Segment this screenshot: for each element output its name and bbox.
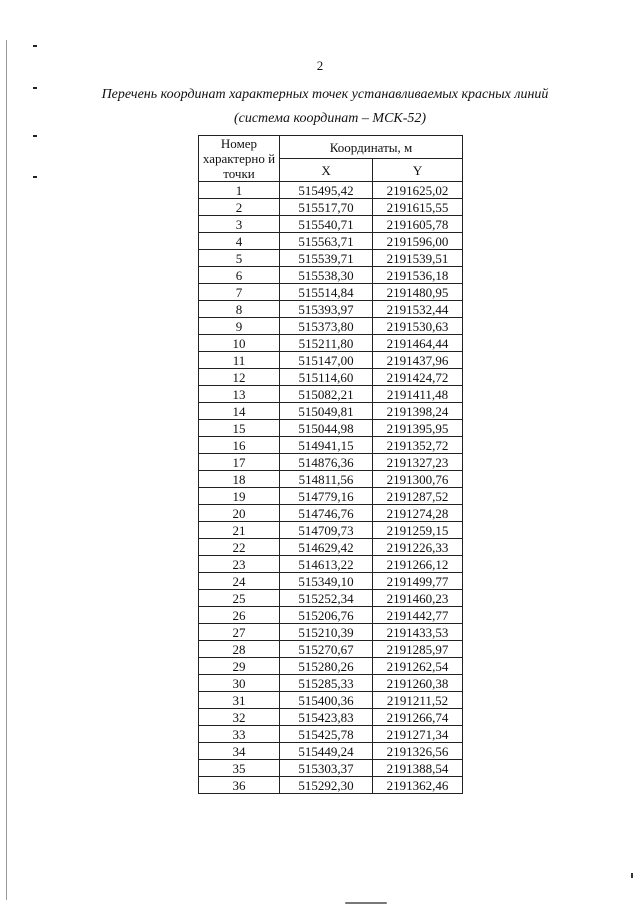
y-coordinate-cell: 2191300,76	[373, 471, 463, 488]
y-coordinate-cell: 2191625,02	[373, 182, 463, 199]
point-number-cell: 34	[199, 743, 280, 760]
y-coordinate-cell: 2191259,15	[373, 522, 463, 539]
table-row	[199, 369, 463, 386]
x-coordinate-cell: 515514,84	[280, 284, 373, 301]
y-coordinate-cell: 2191362,46	[373, 777, 463, 794]
y-coordinate-cell: 2191266,74	[373, 709, 463, 726]
point-number-cell: 20	[199, 505, 280, 522]
table-row	[199, 352, 463, 369]
point-number-cell: 17	[199, 454, 280, 471]
point-number-cell: 13	[199, 386, 280, 403]
table-row	[199, 760, 463, 777]
table-row	[199, 607, 463, 624]
x-coordinate-cell: 515211,80	[280, 335, 373, 352]
y-coordinate-cell: 2191388,54	[373, 760, 463, 777]
x-coordinate-cell: 515280,26	[280, 658, 373, 675]
document-subtitle: (система координат – МСК-52)	[233, 111, 427, 126]
point-number-cell: 30	[199, 675, 280, 692]
point-number-cell: 23	[199, 556, 280, 573]
table-row	[199, 743, 463, 760]
point-number-cell: 1	[199, 182, 280, 199]
x-coordinate-cell: 515270,67	[280, 641, 373, 658]
point-number-cell: 2	[199, 199, 280, 216]
x-coordinate-cell: 515449,24	[280, 743, 373, 760]
x-coordinate-cell: 515285,33	[280, 675, 373, 692]
page-number: 2	[316, 58, 324, 73]
table-row	[199, 335, 463, 352]
y-coordinate-cell: 2191266,12	[373, 556, 463, 573]
table-row	[199, 233, 463, 250]
y-coordinate-cell: 2191530,63	[373, 318, 463, 335]
point-number-cell: 25	[199, 590, 280, 607]
scan-mark	[33, 135, 37, 137]
table-row	[199, 488, 463, 505]
y-coordinate-cell: 2191424,72	[373, 369, 463, 386]
point-number-cell: 14	[199, 403, 280, 420]
table-row	[199, 522, 463, 539]
point-number-cell: 27	[199, 624, 280, 641]
table-row	[199, 692, 463, 709]
point-number-cell: 5	[199, 250, 280, 267]
x-coordinate-cell: 514709,73	[280, 522, 373, 539]
point-number-cell: 6	[199, 267, 280, 284]
header-coordinates: Координаты, м	[280, 136, 463, 159]
x-coordinate-cell: 515539,71	[280, 250, 373, 267]
y-coordinate-cell: 2191395,95	[373, 420, 463, 437]
y-coordinate-cell: 2191433,53	[373, 624, 463, 641]
x-coordinate-cell: 515303,37	[280, 760, 373, 777]
point-number-cell: 8	[199, 301, 280, 318]
y-coordinate-cell: 2191262,54	[373, 658, 463, 675]
x-coordinate-cell: 514779,16	[280, 488, 373, 505]
y-coordinate-cell: 2191326,56	[373, 743, 463, 760]
table-row	[199, 267, 463, 284]
table-row	[199, 250, 463, 267]
y-coordinate-cell: 2191596,00	[373, 233, 463, 250]
table-row	[199, 454, 463, 471]
x-coordinate-cell: 515206,76	[280, 607, 373, 624]
table-row	[199, 403, 463, 420]
y-coordinate-cell: 2191411,48	[373, 386, 463, 403]
x-coordinate-cell: 515147,00	[280, 352, 373, 369]
x-coordinate-cell: 515044,98	[280, 420, 373, 437]
y-coordinate-cell: 2191437,96	[373, 352, 463, 369]
scan-margin-line	[6, 40, 7, 900]
coordinates-table	[198, 135, 463, 794]
point-number-cell: 31	[199, 692, 280, 709]
table-row	[199, 471, 463, 488]
point-number-cell: 7	[199, 284, 280, 301]
x-coordinate-cell: 514941,15	[280, 437, 373, 454]
table-row	[199, 216, 463, 233]
x-coordinate-cell: 515349,10	[280, 573, 373, 590]
y-coordinate-cell: 2191260,38	[373, 675, 463, 692]
x-coordinate-cell: 515425,78	[280, 726, 373, 743]
table-row	[199, 437, 463, 454]
point-number-cell: 19	[199, 488, 280, 505]
point-number-cell: 12	[199, 369, 280, 386]
y-coordinate-cell: 2191271,34	[373, 726, 463, 743]
y-coordinate-cell: 2191605,78	[373, 216, 463, 233]
y-coordinate-cell: 2191539,51	[373, 250, 463, 267]
scan-mark	[345, 902, 387, 904]
table-row	[199, 777, 463, 794]
table-body	[199, 182, 463, 794]
y-coordinate-cell: 2191536,18	[373, 267, 463, 284]
x-coordinate-cell: 515252,34	[280, 590, 373, 607]
y-coordinate-cell: 2191615,55	[373, 199, 463, 216]
point-number-cell: 21	[199, 522, 280, 539]
point-number-cell: 22	[199, 539, 280, 556]
point-number-cell: 4	[199, 233, 280, 250]
y-coordinate-cell: 2191464,44	[373, 335, 463, 352]
header-x: X	[280, 159, 373, 182]
x-coordinate-cell: 514629,42	[280, 539, 373, 556]
point-number-cell: 3	[199, 216, 280, 233]
y-coordinate-cell: 2191480,95	[373, 284, 463, 301]
x-coordinate-cell: 514876,36	[280, 454, 373, 471]
y-coordinate-cell: 2191398,24	[373, 403, 463, 420]
table-row	[199, 318, 463, 335]
x-coordinate-cell: 515292,30	[280, 777, 373, 794]
table-row	[199, 556, 463, 573]
y-coordinate-cell: 2191274,28	[373, 505, 463, 522]
x-coordinate-cell: 515210,39	[280, 624, 373, 641]
table-row	[199, 573, 463, 590]
table-row	[199, 539, 463, 556]
y-coordinate-cell: 2191211,52	[373, 692, 463, 709]
x-coordinate-cell: 515400,36	[280, 692, 373, 709]
point-number-cell: 10	[199, 335, 280, 352]
table-row	[199, 505, 463, 522]
point-number-cell: 33	[199, 726, 280, 743]
point-number-cell: 18	[199, 471, 280, 488]
table-row	[199, 284, 463, 301]
y-coordinate-cell: 2191285,97	[373, 641, 463, 658]
table-row	[199, 624, 463, 641]
point-number-cell: 9	[199, 318, 280, 335]
x-coordinate-cell: 515538,30	[280, 267, 373, 284]
y-coordinate-cell: 2191460,23	[373, 590, 463, 607]
scan-mark	[631, 873, 633, 878]
y-coordinate-cell: 2191499,77	[373, 573, 463, 590]
x-coordinate-cell: 514613,22	[280, 556, 373, 573]
x-coordinate-cell: 515563,71	[280, 233, 373, 250]
point-number-cell: 28	[199, 641, 280, 658]
table-row	[199, 199, 463, 216]
point-number-cell: 24	[199, 573, 280, 590]
table-row	[199, 182, 463, 199]
y-coordinate-cell: 2191327,23	[373, 454, 463, 471]
table-row	[199, 709, 463, 726]
x-coordinate-cell: 515393,97	[280, 301, 373, 318]
table-row	[199, 386, 463, 403]
y-coordinate-cell: 2191287,52	[373, 488, 463, 505]
point-number-cell: 29	[199, 658, 280, 675]
point-number-cell: 36	[199, 777, 280, 794]
x-coordinate-cell: 514811,56	[280, 471, 373, 488]
table-row	[199, 420, 463, 437]
x-coordinate-cell: 515373,80	[280, 318, 373, 335]
table-row	[199, 658, 463, 675]
y-coordinate-cell: 2191532,44	[373, 301, 463, 318]
document-title: Перечень координат характерных точек устанавливаемых красных линий	[101, 87, 549, 102]
x-coordinate-cell: 514746,76	[280, 505, 373, 522]
header-point-number: Номер характерно й точки	[199, 136, 280, 182]
x-coordinate-cell: 515495,42	[280, 182, 373, 199]
table-row	[199, 301, 463, 318]
y-coordinate-cell: 2191442,77	[373, 607, 463, 624]
table-row	[199, 675, 463, 692]
x-coordinate-cell: 515114,60	[280, 369, 373, 386]
point-number-cell: 32	[199, 709, 280, 726]
point-number-cell: 11	[199, 352, 280, 369]
table-row	[199, 590, 463, 607]
x-coordinate-cell: 515423,83	[280, 709, 373, 726]
x-coordinate-cell: 515540,71	[280, 216, 373, 233]
point-number-cell: 15	[199, 420, 280, 437]
x-coordinate-cell: 515049,81	[280, 403, 373, 420]
point-number-cell: 16	[199, 437, 280, 454]
table-row	[199, 726, 463, 743]
header-y: Y	[373, 159, 463, 182]
table-row	[199, 641, 463, 658]
x-coordinate-cell: 515082,21	[280, 386, 373, 403]
y-coordinate-cell: 2191226,33	[373, 539, 463, 556]
y-coordinate-cell: 2191352,72	[373, 437, 463, 454]
point-number-cell: 35	[199, 760, 280, 777]
x-coordinate-cell: 515517,70	[280, 199, 373, 216]
point-number-cell: 26	[199, 607, 280, 624]
scan-mark	[33, 176, 37, 178]
scan-mark	[33, 45, 37, 47]
